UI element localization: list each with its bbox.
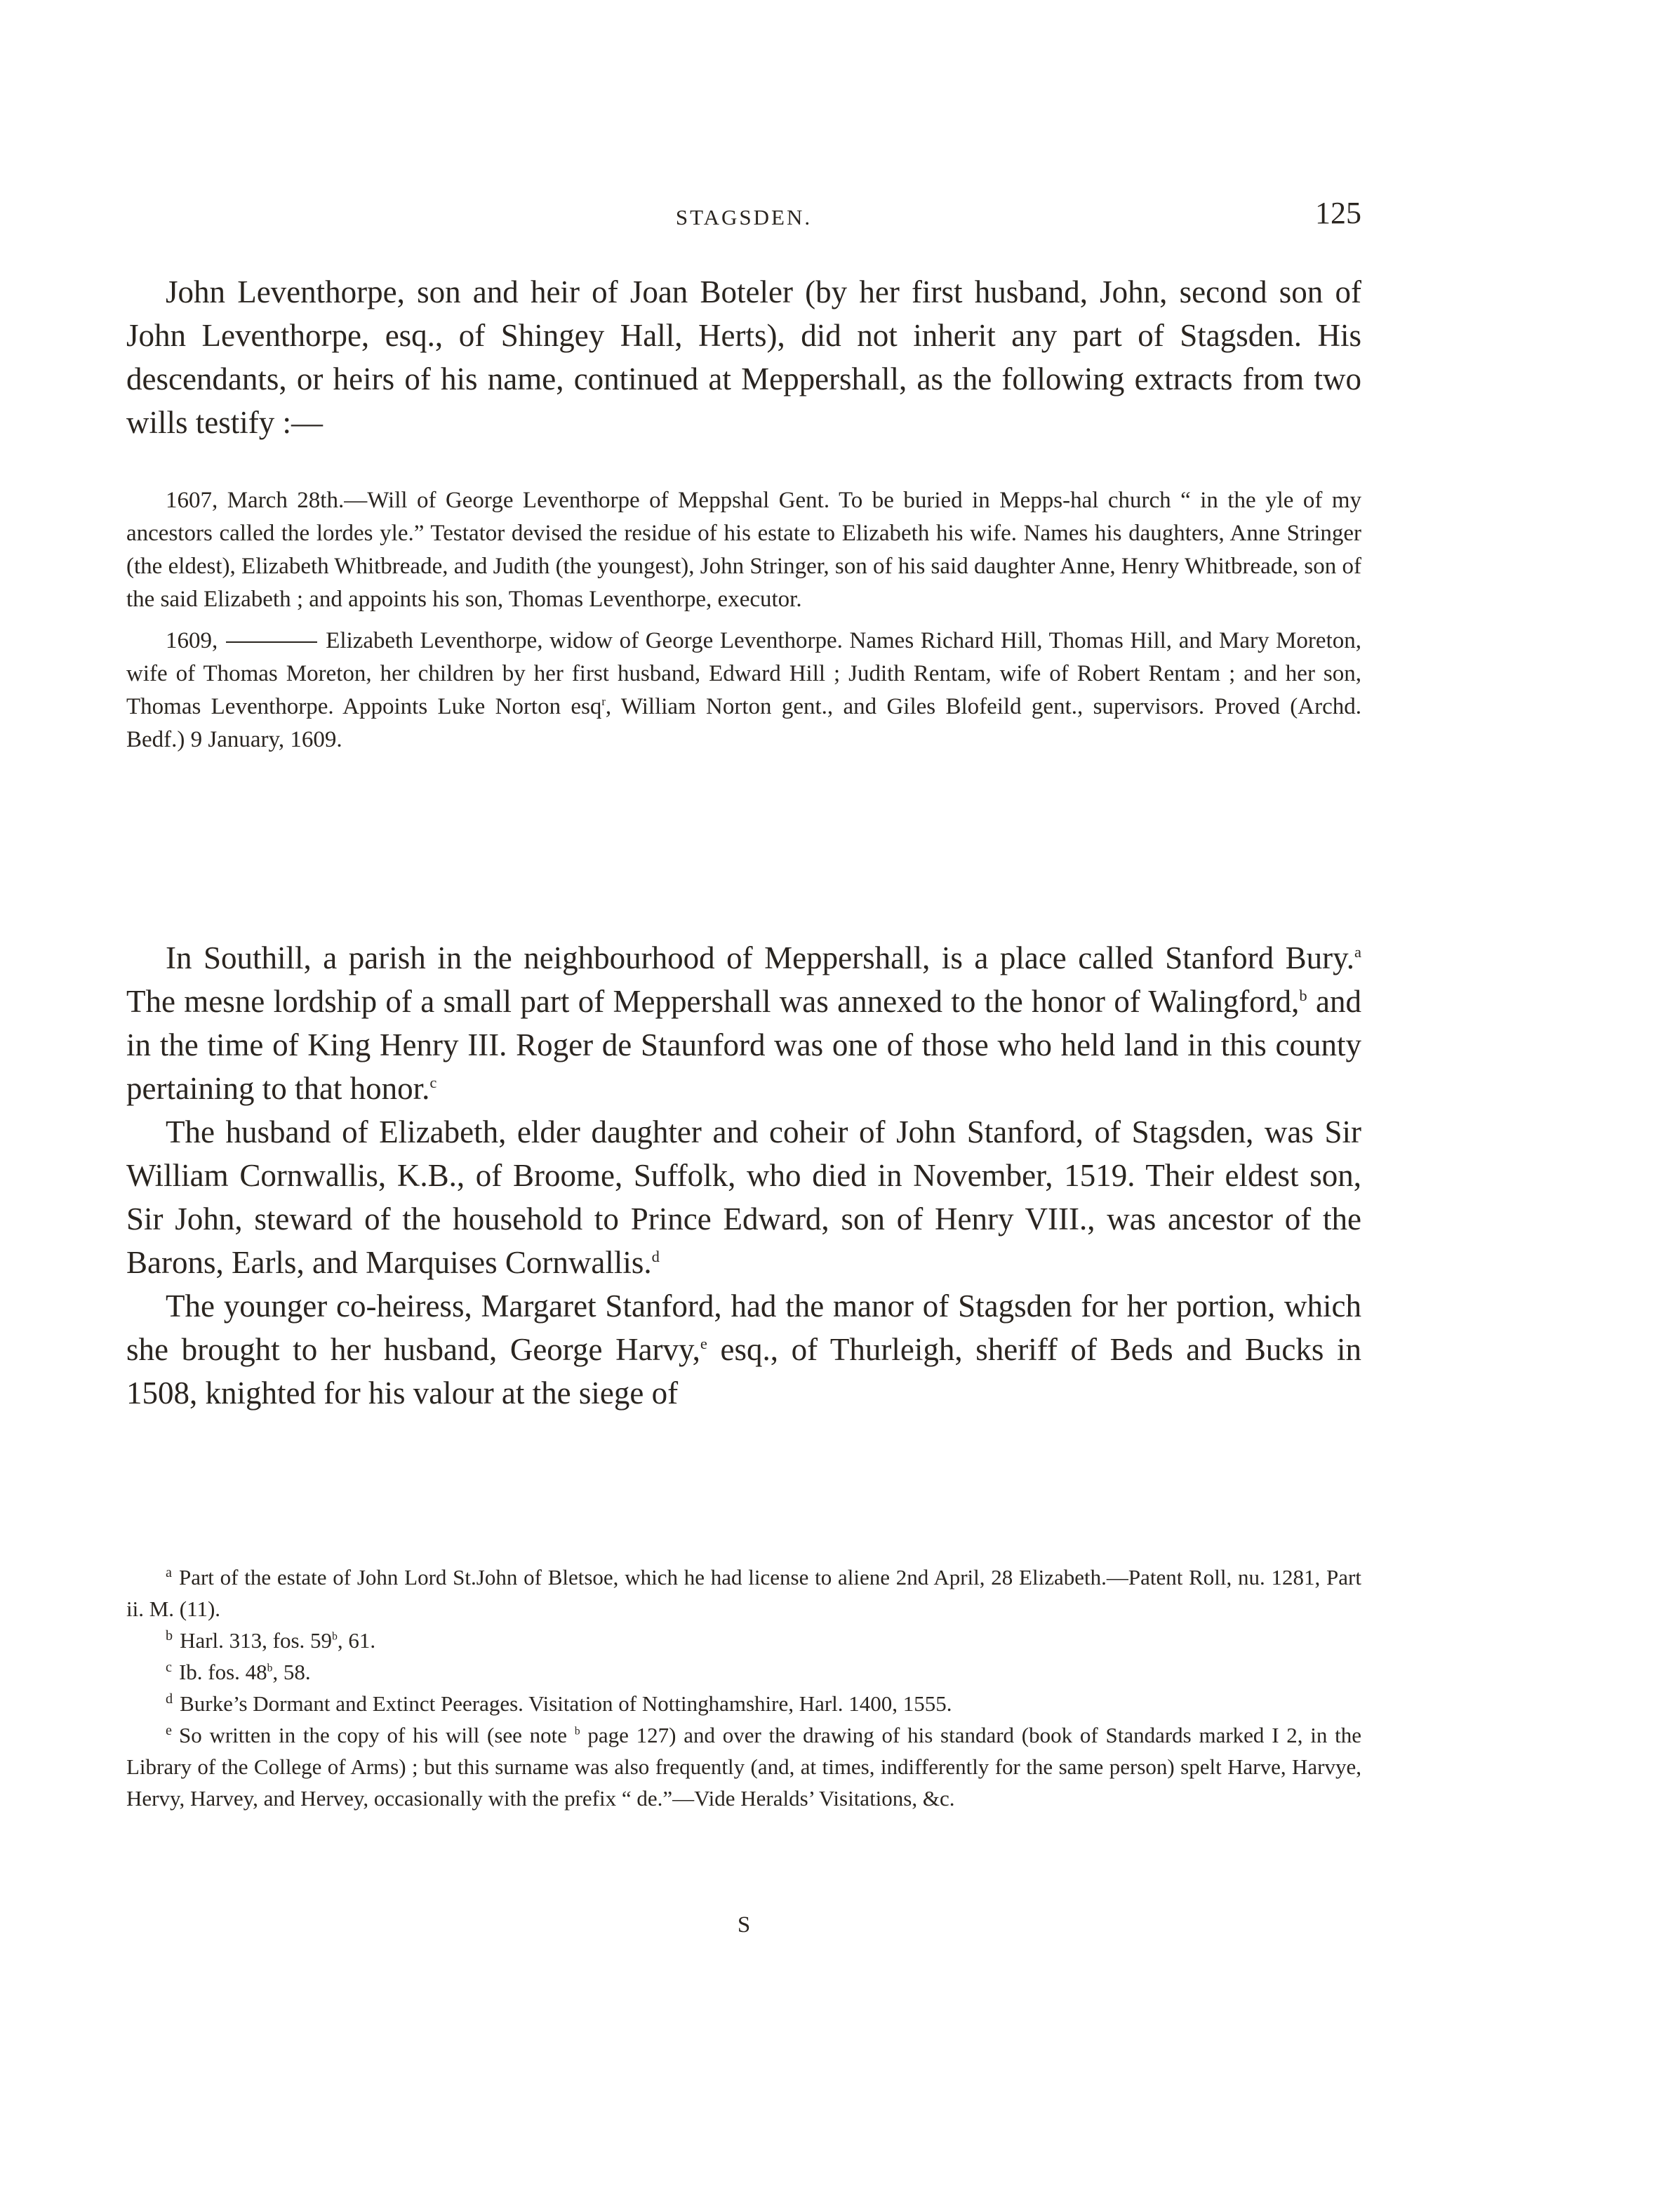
page-number: 125 [1315, 196, 1361, 230]
footnotes [126, 1561, 1361, 1814]
footnote-text: , 58. [272, 1660, 311, 1684]
footnote-mark: d [166, 1691, 173, 1707]
footnote-ref-a: a [1354, 943, 1361, 961]
paragraph-text: The mesne lordship of a small part of Meppershall was annexed to the honor of Walingford, [126, 984, 1300, 1019]
footnote-ref-b: b [1299, 987, 1307, 1004]
paragraph-text: The husband of Elizabeth, elder daughter and coheir of John Stanford, of Stagsden, was Sir William Cornwallis, K.B., of Broome, Suffolk, who died in November, 1519. Their eldest son, Sir John, steward of the household to Prince Edward, son of Henry VIII., was ancestor of the Barons, Earls, and Marquises Cornwallis. [126, 1114, 1361, 1280]
signature-mark: S [737, 1912, 751, 1938]
paragraph-text: The younger co-heiress, Margaret Stanford, had the manor of Stagsden for her portion, which she brought to her husband, George Harvy, [126, 1288, 1361, 1367]
footnote-mark: b [166, 1627, 173, 1644]
footnote-text: Burke’s Dormant and Extinct Peerages. Visitation of Nottinghamshire, Harl. 1400, 1555. [180, 1691, 952, 1716]
superscript: b [267, 1662, 273, 1674]
footnote-c [126, 1656, 1361, 1688]
superscript: b [332, 1630, 338, 1643]
paragraph-text: esq., of Thurleigh, sheriff of Beds and Bucks in 1508, knighted for his valour at the siege of [126, 1332, 1361, 1411]
footnote-ref-c: c [429, 1074, 437, 1091]
will-text: , William Norton gent., and Giles Blofeild gent., supervisors. Proved (Archd. Bedf.) 9 January, 1609. [126, 694, 1361, 752]
footnote-text: , 61. [337, 1628, 376, 1653]
will-extract-1609 [126, 625, 1361, 757]
footnote-mark: c [166, 1659, 172, 1675]
running-title: STAGSDEN. [675, 205, 813, 229]
will-extract-1607: 1607, March 28th.—Will of George Leventhorpe of Meppshal Gent. To be buried in Mepps-hal church “ in the yle of my ancestors called the lordes yle.” Testator devised the residue of his estate to Elizabeth his wife. Names his daughters, Anne Stringer (the eldest), Elizabeth Whitbreade, and Judith (the youngest), John Stringer, son of his said daughter Anne, Henry Whitbreade, son of the said Elizabeth ; and appoints his son, Thomas Leventhorpe, executor. [126, 488, 1361, 612]
footnote-mark: a [166, 1564, 172, 1580]
footnote-e [126, 1719, 1361, 1814]
footnote-b [126, 1625, 1361, 1656]
paragraph-text: and in the time of King Henry III. Roger de Staunford was one of those who held land in this county pertaining to that honor. [126, 984, 1361, 1106]
will-extracts [126, 484, 1361, 765]
footnote-a [126, 1561, 1361, 1625]
will-year: 1609, [166, 628, 218, 653]
paragraph-text: In Southill, a parish in the neighbourhood of Meppershall, is a place called Stanford Bury. [166, 940, 1354, 975]
footnote-text: Ib. fos. 48 [178, 1660, 267, 1684]
superscript: r [601, 695, 606, 708]
superscript: b [574, 1725, 580, 1738]
harvy-paragraph [126, 1284, 1361, 1415]
intro-paragraph: John Leventhorpe, son and heir of Joan Boteler (by her first husband, John, second son of John Leventhorpe, esq., of Shingey Hall, Herts), did not inherit any part of Stagsden. His descendants, or heirs of his name, continued at Meppershall, as the following extracts from two wills testify :— [126, 274, 1361, 440]
footnote-ref-d: d [651, 1248, 660, 1265]
footnote-ref-e: e [700, 1335, 707, 1352]
footnote-text: Harl. 313, fos. 59 [180, 1628, 333, 1653]
footnote-text: So written in the copy of his will (see note [178, 1723, 568, 1747]
running-head [126, 195, 1361, 237]
ditto-dash [226, 641, 317, 643]
footnote-mark: e [166, 1722, 172, 1738]
will-text: Elizabeth Leventhorpe, widow of George Leventhorpe. Names Richard Hill, Thomas Hill, and Mary Moreton, wife of Thomas Moreton, her children by her first husband, Edward Hill ; Judith Rentam, wife of Robert Rentam ; and her son, Thomas Leventhorpe. Appoints Luke Norton esq [126, 628, 1361, 719]
cornwallis-paragraph [126, 1110, 1361, 1284]
intro-section [126, 270, 1361, 444]
footnote-text: Part of the estate of John Lord St.John of Bletsoe, which he had license to aliene 2nd April, 28 Elizabeth.—Patent Roll, nu. 1281, Part ii. M. (11). [126, 1565, 1361, 1621]
footnote-d [126, 1688, 1361, 1719]
southill-paragraph [126, 936, 1361, 1110]
footnote-text: page 127) and over the drawing of his standard (book of Standards marked I 2, in the Library of the College of Arms) ; but this surname was also frequently (and, at times, indifferently for the same person) spelt Harve, Harvye, Hervy, Harvey, and Hervey, occasionally with the prefix “ de.”—Vide Heralds’ Visitations, &c. [126, 1723, 1362, 1811]
narrative-section [126, 936, 1361, 1415]
